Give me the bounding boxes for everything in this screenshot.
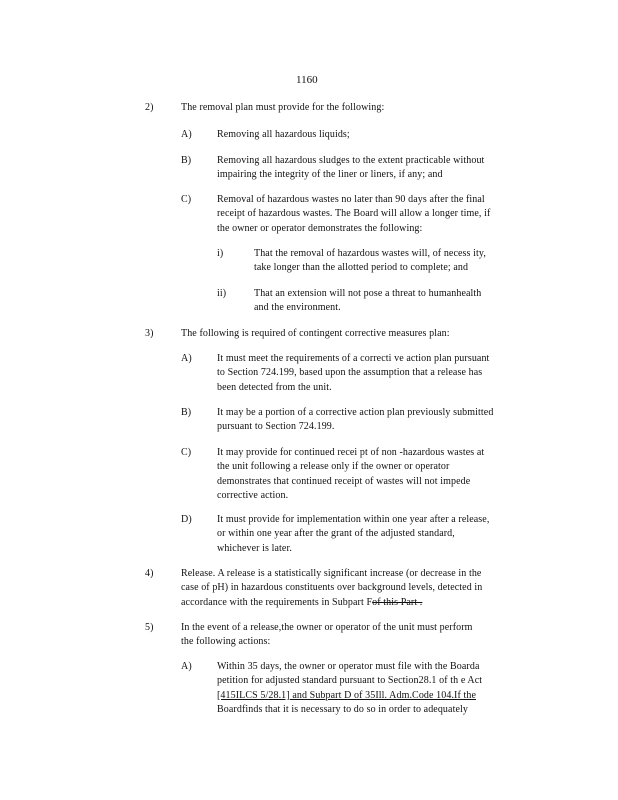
- text-line: Release. A release is a statistically significant increase (or decrease in the: [181, 568, 482, 579]
- text-plain: accordance with the requirements in Subpart F: [181, 596, 373, 608]
- text-line: been detected from the unit.: [217, 381, 332, 393]
- text-line: That the removal of hazardous wastes will, of necess ity,: [254, 248, 486, 259]
- item-5-label: 5): [145, 622, 154, 633]
- item-3d-label: D): [181, 514, 192, 525]
- text-line: petition for adjusted standard pursuant to Section28.1 of th e Act: [217, 675, 483, 687]
- text-line: It must meet the requirements of a correcti ve action plan pursuant: [217, 353, 490, 364]
- text-line: It must provide for implementation within one year after a release,: [217, 514, 490, 525]
- page-number: 1160: [296, 74, 318, 86]
- text-line: [217, 689, 482, 703]
- item-3d-text: [217, 513, 489, 556]
- text-line: and the environment.: [254, 302, 341, 314]
- text-line: case of pH) in hazardous constituents over background levels, detected in: [181, 582, 483, 594]
- item-2a-label: A): [181, 129, 192, 140]
- text-line: the unit following a release only if the owner or operator: [217, 461, 450, 473]
- text-line: Boardfinds that it is necessary to do so in order to adequately: [217, 703, 468, 715]
- item-2c-ii-label: ii): [217, 288, 227, 299]
- text-line: pursuant to Section 724.199.: [217, 421, 335, 433]
- item-5-text: [181, 621, 473, 650]
- text-line: Removal of hazardous wastes no later than 90 days after the final: [217, 194, 485, 205]
- item-2c-text: [217, 193, 490, 236]
- item-3c-text: [217, 446, 484, 503]
- text-line: It may be a portion of a corrective action plan previously submitted: [217, 407, 494, 418]
- text-line: Removing all hazardous liquids;: [217, 129, 350, 140]
- item-3b-text: [217, 406, 493, 435]
- text-line: [181, 596, 482, 610]
- item-2a-text: [217, 128, 350, 142]
- item-2c-i-label: i): [217, 248, 224, 259]
- text-line: That an extension will not pose a threat to humanhealth: [254, 288, 482, 299]
- text-line: demonstrates that continued receipt of wastes will not impede: [217, 475, 471, 487]
- item-2-label: 2): [145, 102, 154, 113]
- text-line: or within one year after the grant of the adjusted standard,: [217, 528, 455, 540]
- text-line: It may provide for continued recei pt of non -hazardous wastes at: [217, 447, 485, 458]
- item-2-text: The removal plan must provide for the following:: [181, 102, 385, 113]
- item-3b-label: B): [181, 407, 192, 418]
- text-line: receipt of hazardous wastes. The Board will allow a longer time, if: [217, 208, 491, 220]
- text-line: impairing the integrity of the liner or liners, if any; and: [217, 169, 443, 181]
- item-5a-label: A): [181, 661, 192, 672]
- item-3a-text: [217, 352, 489, 395]
- item-3c-label: C): [181, 447, 192, 458]
- item-3-text: The following is required of contingent corrective measures plan:: [181, 328, 450, 339]
- item-2c-i-text: [254, 247, 486, 276]
- text-line: Removing all hazardous sludges to the extent practicable without: [217, 155, 485, 166]
- item-2c-label: C): [181, 194, 192, 205]
- item-4-text: [181, 567, 482, 610]
- inserted-text: and Subpart D of 35Ill. Adm.Code 104.If the: [289, 689, 477, 701]
- text-line: whichever is later.: [217, 542, 292, 554]
- struck-text: [415ILCS 5/28.1]: [217, 689, 290, 701]
- text-line: Within 35 days, the owner or operator must file with the Boarda: [217, 661, 480, 672]
- item-2c-ii-text: [254, 287, 481, 316]
- item-4-label: 4): [145, 568, 154, 579]
- struck-text: of this Part .: [372, 596, 423, 608]
- item-2b-label: B): [181, 155, 192, 166]
- text-line: corrective action.: [217, 489, 289, 501]
- item-3a-label: A): [181, 353, 192, 364]
- text-line: the following actions:: [181, 636, 271, 648]
- text-line: to Section 724.199, based upon the assumption that a release has: [217, 367, 483, 379]
- item-2b-text: [217, 154, 484, 183]
- item-5a-text: [217, 660, 482, 717]
- text-line: In the event of a release,the owner or operator of the unit must perform: [181, 622, 473, 633]
- text-line: the owner or operator demonstrates the following:: [217, 222, 423, 234]
- text-line: take longer than the allotted period to complete; and: [254, 262, 469, 274]
- item-3-label: 3): [145, 328, 154, 339]
